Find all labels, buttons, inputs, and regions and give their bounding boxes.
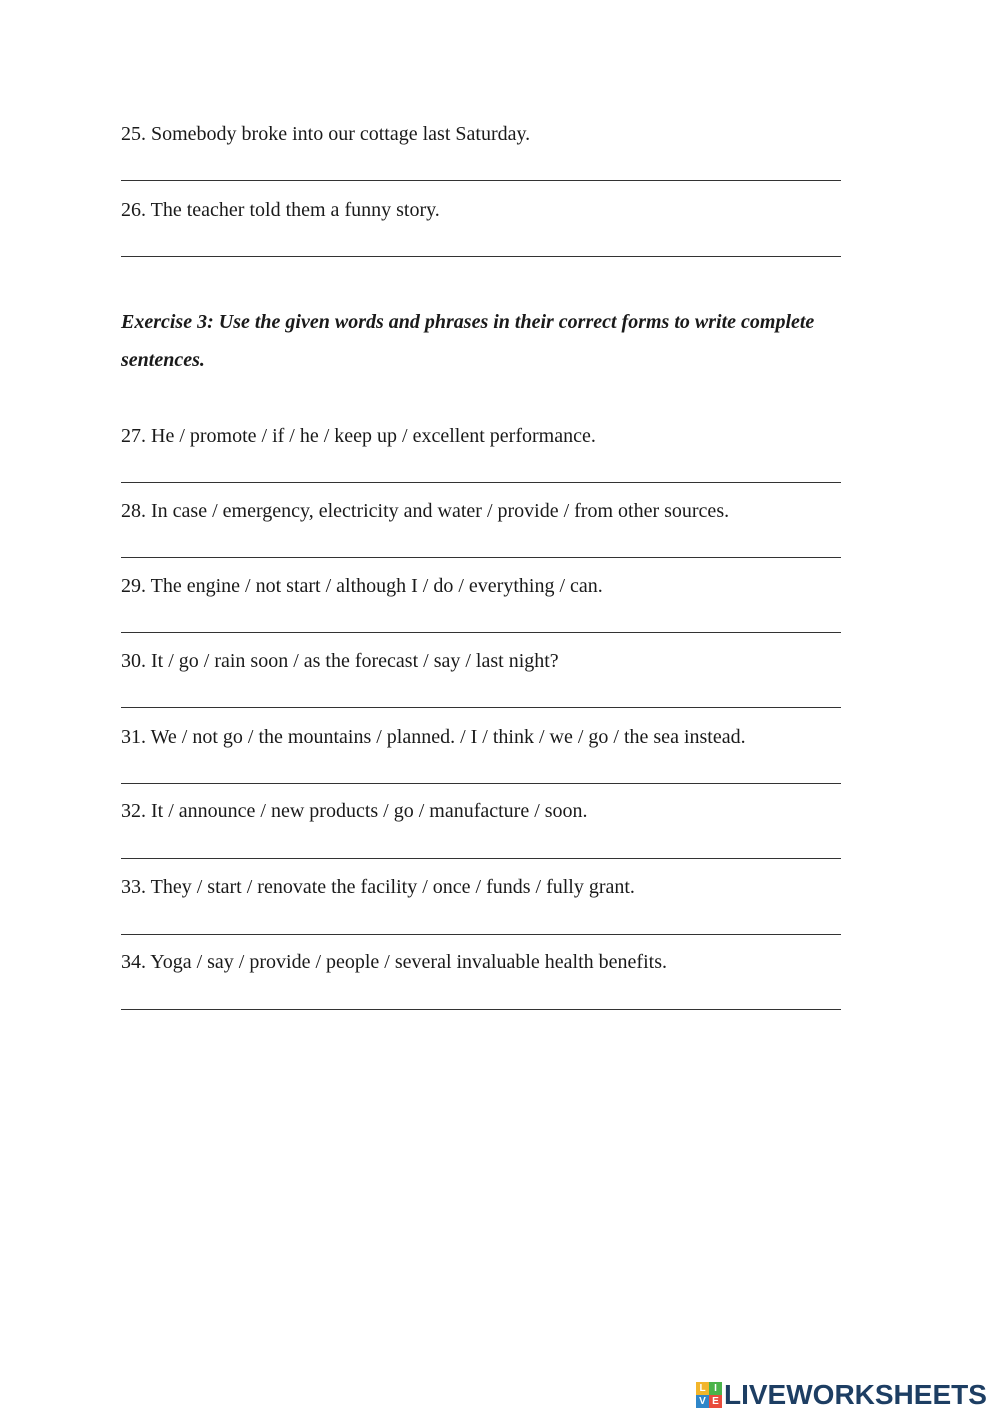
question-30: 30. It / go / rain soon / as the forecast / say / last night? <box>121 650 559 672</box>
question-32: 32. It / announce / new products / go / manufacture / soon. <box>121 800 588 822</box>
liveworksheets-logo <box>696 1381 987 1409</box>
question-25: 25. Somebody broke into our cottage last Saturday. <box>121 123 531 145</box>
logo-badge-letter: I <box>709 1382 722 1395</box>
answer-line-25[interactable] <box>121 180 841 181</box>
answer-line-34[interactable] <box>121 1009 841 1010</box>
question-29: 29. The engine / not start / although I / do / everything / can. <box>121 575 603 597</box>
question-33: 33. They / start / renovate the facility / once / funds / fully grant. <box>121 876 635 898</box>
logo-badge-letter: V <box>696 1395 709 1408</box>
answer-line-29[interactable] <box>121 632 841 633</box>
answer-line-30[interactable] <box>121 707 841 708</box>
answer-line-31[interactable] <box>121 783 841 784</box>
question-28: 28. In case / emergency, electricity and water / provide / from other sources. <box>121 500 730 522</box>
answer-line-33[interactable] <box>121 934 841 935</box>
question-34: 34. Yoga / say / provide / people / several invaluable health benefits. <box>121 951 667 973</box>
logo-text: LIVEWORKSHEETS <box>724 1379 987 1410</box>
answer-line-28[interactable] <box>121 557 841 558</box>
logo-badge-letter: L <box>696 1382 709 1395</box>
answer-line-32[interactable] <box>121 858 841 859</box>
question-31: 31. We / not go / the mountains / planned. / I / think / we / go / the sea instead. <box>121 726 746 748</box>
answer-line-26[interactable] <box>121 256 841 257</box>
question-26: 26. The teacher told them a funny story. <box>121 199 440 221</box>
exercise-3-heading-line-2: sentences. <box>121 349 205 371</box>
question-27: 27. He / promote / if / he / keep up / excellent performance. <box>121 425 596 447</box>
answer-line-27[interactable] <box>121 482 841 483</box>
logo-badge-letter: E <box>709 1395 722 1408</box>
exercise-3-heading-line-1: Exercise 3: Use the given words and phrases in their correct forms to write complete <box>121 311 815 333</box>
exercise-3-heading <box>121 303 891 379</box>
logo-badge-icon <box>696 1382 722 1408</box>
